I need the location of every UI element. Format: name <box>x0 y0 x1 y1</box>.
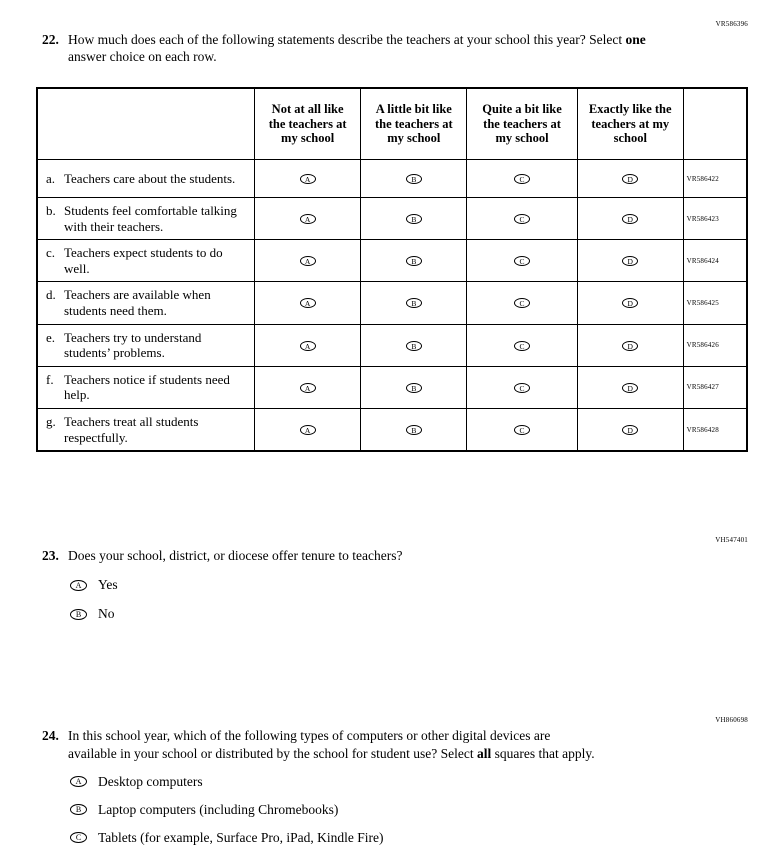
row-label: e. <box>46 329 56 345</box>
option-desktop-computers[interactable] <box>70 774 748 790</box>
answer-bubble-c[interactable]: C <box>514 383 530 393</box>
answer-bubble-c[interactable]: C <box>514 341 530 351</box>
answer-bubble-b[interactable]: B <box>70 609 87 620</box>
question-text-bold: all <box>477 745 492 761</box>
question-24 <box>36 716 748 846</box>
answer-bubble-d[interactable]: D <box>622 174 638 184</box>
table-header-row <box>37 88 747 160</box>
answer-bubble-d[interactable]: D <box>622 383 638 393</box>
row-code: VR586427 <box>683 366 747 408</box>
option-label: Yes <box>98 577 118 593</box>
answer-bubble-a[interactable]: A <box>300 341 316 351</box>
question-number: 23. <box>42 548 59 564</box>
answer-bubble-c[interactable]: C <box>70 832 87 843</box>
answer-bubble-a[interactable]: A <box>300 425 316 435</box>
question-text-pre: How much does each of the following statements describe the teachers at your school this year? Select <box>68 32 626 47</box>
answer-bubble-a[interactable]: A <box>300 214 316 224</box>
option-label: Tablets (for example, Surface Pro, iPad, Kindle Fire) <box>98 829 384 845</box>
row-label: g. <box>46 413 56 429</box>
answer-bubble-c[interactable]: C <box>514 174 530 184</box>
option-laptop-computers[interactable] <box>70 802 748 818</box>
column-header-exactly-like: Exactly like the teachers at my school <box>577 88 683 160</box>
answer-bubble-d[interactable]: D <box>622 341 638 351</box>
question-number: 22. <box>42 32 59 47</box>
row-code: VR586425 <box>683 282 747 324</box>
question-text-post: squares that apply. <box>491 745 595 761</box>
option-label: Desktop computers <box>98 773 203 789</box>
answer-bubble-d[interactable]: D <box>622 425 638 435</box>
answer-bubble-b[interactable]: B <box>406 256 422 266</box>
header-code-empty <box>683 88 747 160</box>
column-header-quite-a-bit: Quite a bit like the teachers at my school <box>467 88 578 160</box>
q22-response-table <box>36 87 748 453</box>
answer-bubble-c[interactable]: C <box>514 298 530 308</box>
answer-bubble-d[interactable]: D <box>622 256 638 266</box>
row-label: f. <box>46 371 54 387</box>
answer-bubble-b[interactable]: B <box>406 383 422 393</box>
column-header-a-little-bit: A little bit like the teachers at my school <box>361 88 467 160</box>
question-22 <box>36 20 748 452</box>
row-text: Teachers are available when students need them. <box>64 287 211 318</box>
row-code: VR586428 <box>683 408 747 451</box>
table-row-c <box>37 240 747 282</box>
question-text <box>68 727 600 762</box>
row-code: VR586426 <box>683 324 747 366</box>
answer-bubble-d[interactable]: D <box>622 298 638 308</box>
answer-bubble-a[interactable]: A <box>70 776 87 787</box>
question-text-bold: one <box>625 32 646 47</box>
variable-code-q24: VH860698 <box>715 716 748 725</box>
row-label: a. <box>46 170 56 186</box>
answer-bubble-b[interactable]: B <box>406 341 422 351</box>
row-label: d. <box>46 287 56 303</box>
row-code: VR586424 <box>683 240 747 282</box>
answer-bubble-a[interactable]: A <box>300 174 316 184</box>
row-text: Teachers expect students to do well. <box>64 245 223 276</box>
question-number: 24. <box>42 728 59 744</box>
q23-options <box>36 577 748 622</box>
answer-bubble-c[interactable]: C <box>514 214 530 224</box>
option-yes[interactable] <box>70 577 748 593</box>
answer-bubble-b[interactable]: B <box>406 214 422 224</box>
answer-bubble-b[interactable]: B <box>70 804 87 815</box>
table-row-g <box>37 408 747 451</box>
row-text: Teachers notice if students need help. <box>64 371 230 403</box>
row-code: VR586422 <box>683 160 747 198</box>
answer-bubble-a[interactable]: A <box>70 580 87 591</box>
table-row-e <box>37 324 747 366</box>
question-text-post: answer choice on each row. <box>68 49 217 65</box>
answer-bubble-a[interactable]: A <box>300 256 316 266</box>
answer-bubble-b[interactable]: B <box>406 174 422 184</box>
answer-bubble-c[interactable]: C <box>514 425 530 435</box>
answer-bubble-a[interactable]: A <box>300 383 316 393</box>
table-row-d <box>37 282 747 324</box>
question-text: Does your school, district, or diocese offer tenure to teachers? <box>68 548 403 564</box>
question-23 <box>36 536 748 622</box>
option-label: No <box>98 606 115 622</box>
option-label: Laptop computers (including Chromebooks) <box>98 801 339 817</box>
row-code: VR586423 <box>683 198 747 240</box>
option-tablets[interactable] <box>70 830 748 846</box>
answer-bubble-b[interactable]: B <box>406 425 422 435</box>
table-row-a <box>37 160 747 198</box>
q24-options <box>36 774 748 846</box>
option-no[interactable] <box>70 606 748 622</box>
answer-bubble-b[interactable]: B <box>406 298 422 308</box>
header-empty <box>37 88 254 160</box>
table-row-f <box>37 366 747 408</box>
question-text-pre: In this school year, which of the following types of computers or other digital devices are available in your school or distributed by the school for student use? Select <box>68 728 551 761</box>
row-label: c. <box>46 245 56 261</box>
column-header-not-at-all: Not at all like the teachers at my school <box>254 88 361 160</box>
answer-bubble-d[interactable]: D <box>622 214 638 224</box>
table-row-b <box>37 198 747 240</box>
row-text: Teachers treat all students respectfully. <box>64 413 199 445</box>
row-text: Students feel comfortable talking with their teachers. <box>64 203 237 234</box>
answer-bubble-c[interactable]: C <box>514 256 530 266</box>
row-text: Teachers care about the students. <box>64 170 236 186</box>
question-text <box>68 31 660 66</box>
variable-code-q22: VR586396 <box>715 20 748 28</box>
row-label: b. <box>46 203 56 219</box>
variable-code-q23: VH547401 <box>715 536 748 545</box>
answer-bubble-a[interactable]: A <box>300 298 316 308</box>
row-text: Teachers try to understand students’ problems. <box>64 329 202 361</box>
